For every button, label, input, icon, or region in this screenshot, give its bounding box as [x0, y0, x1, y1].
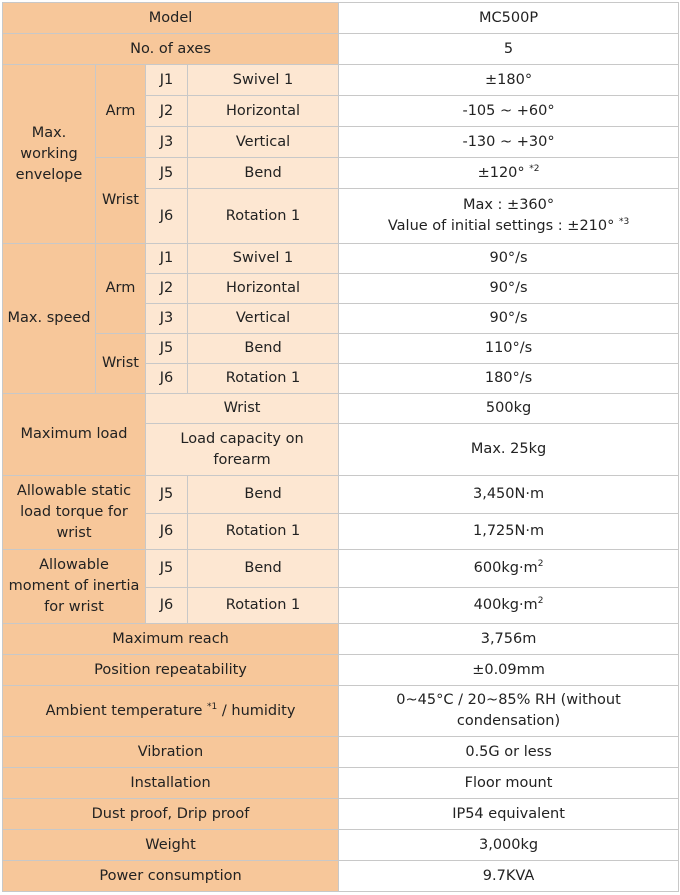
- value-line-1: Max : ±360°: [462, 197, 555, 213]
- static-load-label: Allowable static load torque for wrist: [3, 476, 146, 550]
- label-text: Ambient temperature: [45, 702, 203, 719]
- torque-value: 3,450N·m: [339, 476, 679, 514]
- axis-cell: J5: [146, 158, 188, 189]
- vibration-label: Vibration: [3, 737, 339, 768]
- speed-label: Max. speed: [3, 244, 96, 394]
- joint-name: Rotation 1: [188, 189, 339, 244]
- axes-value: 5: [339, 34, 679, 65]
- speed-arm-label: Arm: [96, 244, 146, 334]
- weight-value: 3,000kg: [339, 830, 679, 861]
- envelope-value: -130 ~ +30°: [339, 127, 679, 158]
- value-text: 400kg·m: [473, 597, 538, 613]
- footnote-mark: *2: [529, 163, 540, 174]
- envelope-wrist-label: Wrist: [96, 158, 146, 244]
- superscript: 2: [537, 596, 544, 606]
- joint-name: Bend: [188, 476, 339, 514]
- installation-value: Floor mount: [339, 768, 679, 799]
- model-value: MC500P: [339, 3, 679, 34]
- envelope-arm-label: Arm: [96, 65, 146, 158]
- joint-name: Horizontal: [188, 274, 339, 304]
- spec-table: [2, 2, 679, 892]
- joint-name: Vertical: [188, 127, 339, 158]
- load-wrist-value: 500kg: [339, 394, 679, 424]
- axis-cell: J1: [146, 244, 188, 274]
- dust-value: IP54 equivalent: [339, 799, 679, 830]
- max-load-label: Maximum load: [3, 394, 146, 476]
- ambient-value: 0~45°C / 20~85% RH (without condensation): [339, 686, 679, 737]
- speed-value: 90°/s: [339, 304, 679, 334]
- envelope-label: Max. working envelope: [3, 65, 96, 244]
- speed-value: 180°/s: [339, 364, 679, 394]
- row-torque-j5: [3, 476, 679, 514]
- load-forearm-value: Max. 25kg: [339, 424, 679, 476]
- speed-value: 90°/s: [339, 244, 679, 274]
- row-load-wrist: [3, 394, 679, 424]
- row-vibration: [3, 737, 679, 768]
- inertia-label: Allowable moment of inertia for wrist: [3, 550, 146, 624]
- speed-value: 110°/s: [339, 334, 679, 364]
- repeatability-label: Position repeatability: [3, 655, 339, 686]
- joint-name: Bend: [188, 334, 339, 364]
- reach-value: 3,756m: [339, 624, 679, 655]
- row-envelope-j1: [3, 65, 679, 96]
- row-repeatability: [3, 655, 679, 686]
- axis-cell: J6: [146, 364, 188, 394]
- joint-name: Bend: [188, 550, 339, 588]
- axis-cell: J2: [146, 96, 188, 127]
- row-dust: [3, 799, 679, 830]
- row-installation: [3, 768, 679, 799]
- axis-cell: J6: [146, 189, 188, 244]
- axes-label: No. of axes: [3, 34, 339, 65]
- joint-name: Vertical: [188, 304, 339, 334]
- footnote-mark: *1: [207, 701, 218, 712]
- inertia-value: [339, 550, 679, 588]
- dust-label: Dust proof, Drip proof: [3, 799, 339, 830]
- envelope-value: -105 ~ +60°: [339, 96, 679, 127]
- load-forearm-label: Load capacity on forearm: [146, 424, 339, 476]
- axis-cell: J1: [146, 65, 188, 96]
- installation-label: Installation: [3, 768, 339, 799]
- torque-value: 1,725N·m: [339, 514, 679, 550]
- footnote-mark: *3: [618, 217, 630, 227]
- axis-cell: J5: [146, 550, 188, 588]
- row-power: [3, 861, 679, 892]
- weight-label: Weight: [3, 830, 339, 861]
- power-label: Power consumption: [3, 861, 339, 892]
- joint-name: Horizontal: [188, 96, 339, 127]
- envelope-value: ±180°: [339, 65, 679, 96]
- superscript: 2: [537, 559, 544, 569]
- row-axes: [3, 34, 679, 65]
- axis-cell: J6: [146, 514, 188, 550]
- row-inertia-j5: [3, 550, 679, 588]
- envelope-value: [339, 189, 679, 244]
- axis-cell: J5: [146, 334, 188, 364]
- joint-name: Swivel 1: [188, 244, 339, 274]
- speed-value: 90°/s: [339, 274, 679, 304]
- row-speed-j5: [3, 334, 679, 364]
- row-model: [3, 3, 679, 34]
- row-speed-j1: [3, 244, 679, 274]
- speed-wrist-label: Wrist: [96, 334, 146, 394]
- joint-name: Rotation 1: [188, 514, 339, 550]
- repeatability-value: ±0.09mm: [339, 655, 679, 686]
- joint-name: Swivel 1: [188, 65, 339, 96]
- reach-label: Maximum reach: [3, 624, 339, 655]
- value-text: ±120°: [477, 164, 525, 181]
- model-label: Model: [3, 3, 339, 34]
- value-text: 600kg·m: [473, 560, 538, 576]
- envelope-value: [339, 158, 679, 189]
- row-reach: [3, 624, 679, 655]
- value-text: Value of initial settings : ±210°: [387, 218, 615, 234]
- value-line-2: [343, 216, 674, 237]
- axis-cell: J3: [146, 304, 188, 334]
- row-ambient: [3, 686, 679, 737]
- label-text: / humidity: [221, 702, 296, 719]
- row-weight: [3, 830, 679, 861]
- joint-name: Bend: [188, 158, 339, 189]
- axis-cell: J2: [146, 274, 188, 304]
- load-wrist-label: Wrist: [146, 394, 339, 424]
- inertia-value: [339, 588, 679, 624]
- axis-cell: J5: [146, 476, 188, 514]
- vibration-value: 0.5G or less: [339, 737, 679, 768]
- joint-name: Rotation 1: [188, 588, 339, 624]
- row-envelope-j5: [3, 158, 679, 189]
- joint-name: Rotation 1: [188, 364, 339, 394]
- ambient-label: [3, 686, 339, 737]
- axis-cell: J6: [146, 588, 188, 624]
- axis-cell: J3: [146, 127, 188, 158]
- power-value: 9.7KVA: [339, 861, 679, 892]
